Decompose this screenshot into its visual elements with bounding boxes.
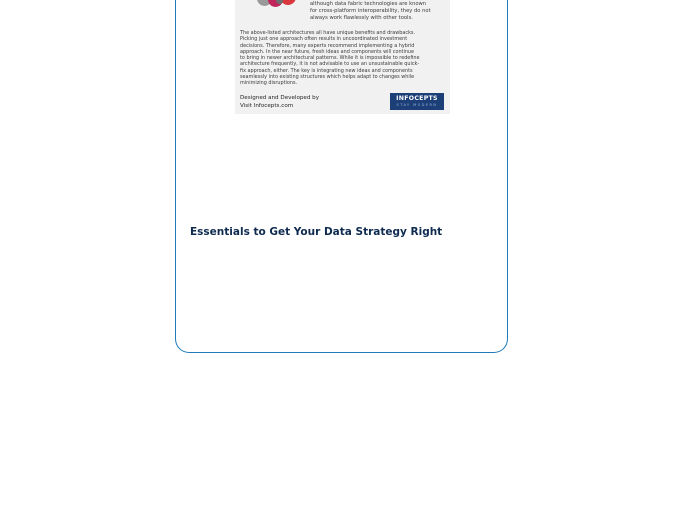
logo-subtext: STAY MODERN	[396, 103, 438, 107]
paragraph-line: minimizing disruptions.	[240, 80, 298, 87]
paragraph-line: The above-listed architectures all have unique benefits and drawbacks.	[240, 30, 416, 36]
infocepts-logo	[390, 93, 444, 110]
side-text-block	[310, 1, 430, 22]
logo-text: INFOCEPTS	[396, 95, 438, 102]
infographic-thumbnail[interactable]	[235, 0, 450, 114]
credit-line: Designed and Developed by	[240, 95, 320, 101]
paragraph-line: Picking just one approach often results in uncoordinated investment	[240, 36, 408, 43]
article-title-link[interactable]: Essentials to Get Your Data Strategy Right	[190, 226, 443, 238]
paragraph-line: to bring in newer architectural patterns. While it is impossible to redefine	[240, 55, 420, 62]
side-text-line: although data fabric technologies are known	[310, 1, 427, 7]
credit-link: Visit Infocepts.com	[240, 102, 294, 109]
paragraph-line: fix approach, either. The key is integrating new ideas and components	[240, 67, 413, 74]
dark-circle-graphic	[276, 0, 283, 4]
side-text-line: for cross-platform interoperability, they do not	[310, 8, 431, 14]
credit-block	[240, 95, 319, 110]
paragraph-line: decisions. Therefore, many experts recommend implementing a hybrid	[240, 42, 415, 49]
body-paragraph	[240, 30, 446, 87]
paragraph-line: seamlessly into existing structures which helps adapt to changes while	[240, 74, 415, 81]
paragraph-line: architecture frequently, it is not advisable to use an unsustainable quick-	[240, 61, 420, 68]
paragraph-line: approach. In the near future, fresh ideas and components will continue	[240, 48, 415, 55]
side-text-line: always work flawlessly with other tools.	[310, 15, 413, 21]
